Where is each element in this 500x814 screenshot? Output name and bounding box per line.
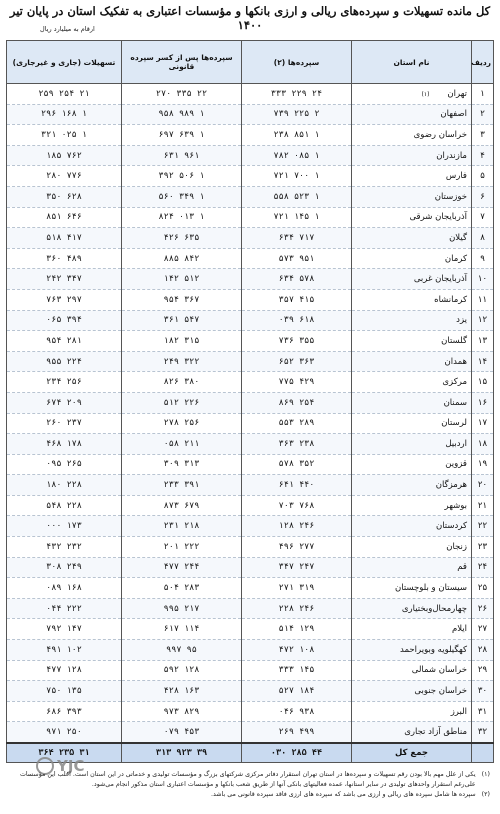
loans-cell: ۱۷۸ ۴۶۸ [7, 434, 122, 455]
deposits-net-cell: ۳۲۲ ۲۴۹ [122, 351, 242, 372]
province-name [352, 186, 472, 207]
province-label: لرستان [441, 418, 467, 429]
table-row [7, 166, 494, 187]
province-label: قم [457, 562, 467, 573]
table-row [7, 537, 494, 558]
row-number: ۶ [472, 186, 494, 207]
row-number: ۲۶ [472, 598, 494, 619]
province-name [352, 660, 472, 681]
province-label: مناطق آزاد تجاری [404, 727, 467, 738]
deposits-net-cell: ۳۹۱ ۲۳۳ [122, 475, 242, 496]
row-number: ۱۵ [472, 372, 494, 393]
table-row [7, 104, 494, 125]
province-label: خوزستان [434, 191, 467, 202]
loans-cell: ۱ ۱۶۸ ۲۹۶ [7, 104, 122, 125]
table-row [7, 557, 494, 578]
row-number: ۳۲ [472, 722, 494, 743]
province-name [352, 392, 472, 413]
row-number: ۳ [472, 125, 494, 146]
province-name [352, 701, 472, 722]
province-name [352, 310, 472, 331]
row-number: ۳۱ [472, 701, 494, 722]
deposits-net-cell: ۳۱۵ ۱۸۲ [122, 331, 242, 352]
table-row [7, 578, 494, 599]
table-row [7, 145, 494, 166]
province-label: خراسان رضوی [413, 129, 467, 140]
deposits-net-cell: ۶۷۹ ۸۷۳ [122, 495, 242, 516]
deposits-cell: ۳۱۹ ۲۷۱ [242, 578, 352, 599]
province-label: گیلان [449, 232, 467, 243]
province-label: کرمان [444, 253, 467, 264]
loans-cell: ۷۶۲ ۱۸۵ [7, 145, 122, 166]
province-label: یزد [456, 315, 467, 326]
deposits-net-cell: ۵۱۲ ۱۴۲ [122, 269, 242, 290]
loans-cell: ۱ ۰۲۵ ۳۲۱ [7, 125, 122, 146]
row-number: ۷ [472, 207, 494, 228]
province-label: کردستان [435, 521, 467, 532]
footnote-mark: (۱) [481, 771, 490, 778]
province-label: خراسان جنوبی [414, 686, 467, 697]
province-name [352, 84, 472, 105]
province-name [352, 454, 472, 475]
deposits-cell: ۲۴۷ ۳۴۷ [242, 557, 352, 578]
table-row [7, 248, 494, 269]
row-number: ۸ [472, 228, 494, 249]
deposits-cell: ۳۵۵ ۷۳۶ [242, 331, 352, 352]
province-label: چهارمحال‌وبختیاری [401, 603, 467, 614]
deposits-cell: ۱ ۰۸۵ ۷۸۲ [242, 145, 352, 166]
province-name [352, 166, 472, 187]
province-name [352, 578, 472, 599]
table-row [7, 269, 494, 290]
row-number: ۳۰ [472, 681, 494, 702]
deposits-cell: ۴۲۹ ۷۷۵ [242, 372, 352, 393]
table-row [7, 186, 494, 207]
province-label: بوشهر [444, 500, 467, 511]
province-name [352, 681, 472, 702]
row-number: ۲۱ [472, 495, 494, 516]
row-number: ۵ [472, 166, 494, 187]
table-row [7, 619, 494, 640]
deposits-net-cell: ۸۲۹ ۹۷۳ [122, 701, 242, 722]
footnote-text: سپرده ها شامل سپرده های ریالی و ارزی می باشد که سپرده های ارزی فاقد سپرده قانونی می باشد. [210, 791, 476, 798]
loans-cell: ۲۲۸ ۵۴۸ [7, 495, 122, 516]
deposits-cell: ۱ ۸۵۱ ۲۳۸ [242, 125, 352, 146]
loans-cell: ۱۳۵ ۷۵۰ [7, 681, 122, 702]
province-name [352, 351, 472, 372]
deposits-cell: ۲۸۹ ۵۵۳ [242, 413, 352, 434]
province-label: آذربایجان غربی [413, 274, 467, 285]
province-name [352, 722, 472, 743]
table-row [7, 660, 494, 681]
province-label: آذربایجان شرقی [409, 212, 467, 223]
province-name [352, 516, 472, 537]
deposits-net-cell: ۲۲۶ ۵۱۲ [122, 392, 242, 413]
province-label: زنجان [446, 541, 467, 552]
province-name [352, 372, 472, 393]
table-row [7, 351, 494, 372]
deposits-cell: ۷۶۸ ۷۰۳ [242, 495, 352, 516]
province-name [352, 145, 472, 166]
footnote-ref: (۱) [421, 90, 430, 98]
loans-cell: ۳۴۷ ۲۴۲ [7, 269, 122, 290]
deposits-cell: ۱۲۹ ۵۱۴ [242, 619, 352, 640]
footnote-mark: (۲) [481, 791, 490, 798]
total-deposits-net: ۳۹ ۹۲۳ ۳۱۳ [122, 743, 242, 763]
province-name [352, 640, 472, 661]
deposits-net-cell: ۱ ۶۳۹ ۶۹۷ [122, 125, 242, 146]
deposits-net-cell: ۸۴۲ ۸۸۵ [122, 248, 242, 269]
loans-cell: ۲۸۱ ۹۵۴ [7, 331, 122, 352]
deposits-net-cell: ۲۲ ۳۳۵ ۲۷۰ [122, 84, 242, 105]
province-name [352, 125, 472, 146]
row-number: ۲۳ [472, 537, 494, 558]
deposits-net-cell: ۶۳۵ ۴۲۶ [122, 228, 242, 249]
province-label: مازندران [436, 150, 467, 161]
deposits-net-cell: ۲۱۷ ۹۹۵ [122, 598, 242, 619]
row-number: ۲۲ [472, 516, 494, 537]
province-label: کهگیلویه وبویراحمد [400, 644, 467, 655]
watermark-text: YJC [57, 757, 85, 775]
province-label: هرمزگان [435, 480, 467, 491]
loans-cell: ۶۴۶ ۸۵۱ [7, 207, 122, 228]
deposits-net-cell: ۳۱۳ ۳۰۹ [122, 454, 242, 475]
deposits-net-cell: ۲۴۴ ۴۷۷ [122, 557, 242, 578]
total-label: جمع کل [352, 743, 472, 763]
loans-cell: ۲۶۵ ۰۹۵ [7, 454, 122, 475]
province-name [352, 207, 472, 228]
deposits-cell: ۳۶۳ ۶۵۲ [242, 351, 352, 372]
table-row [7, 392, 494, 413]
row-number: ۱۷ [472, 413, 494, 434]
loans-cell: ۲۱ ۲۵۴ ۲۵۹ [7, 84, 122, 105]
footnotes [10, 770, 490, 800]
header-deposits-net: سپرده‌ها پس از کسر سپرده قانونی [122, 41, 242, 84]
deposits-cell: ۲۴ ۲۲۹ ۳۳۳ [242, 84, 352, 105]
deposits-net-cell: ۱۱۴ ۶۱۷ [122, 619, 242, 640]
deposits-net-cell: ۲۱۱ ۰۵۸ [122, 434, 242, 455]
province-name [352, 619, 472, 640]
deposits-cell: ۹۳۸ ۰۴۶ [242, 701, 352, 722]
row-number: ۲۴ [472, 557, 494, 578]
header-province: نام استان [352, 41, 472, 84]
table-row [7, 681, 494, 702]
deposits-cell: ۱ ۱۴۵ ۷۲۱ [242, 207, 352, 228]
deposits-cell: ۶۱۸ ۰۳۹ [242, 310, 352, 331]
deposits-cell: ۲۷۷ ۴۹۶ [242, 537, 352, 558]
total-deposits: ۴۴ ۲۸۵ ۰۳۰ [242, 743, 352, 763]
loans-cell: ۱۷۳ ۰۰۰ [7, 516, 122, 537]
deposits-net-cell: ۵۴۷ ۳۶۱ [122, 310, 242, 331]
loans-cell: ۳۹۳ ۶۸۶ [7, 701, 122, 722]
province-name [352, 104, 472, 125]
deposits-cell: ۱۴۵ ۳۳۳ [242, 660, 352, 681]
table-row [7, 289, 494, 310]
deposits-cell: ۱۰۸ ۴۷۲ [242, 640, 352, 661]
row-number: ۲۵ [472, 578, 494, 599]
footnote-2 [10, 790, 490, 800]
table-row [7, 495, 494, 516]
header-no: ردیف [472, 41, 494, 84]
footnote-1 [10, 770, 490, 790]
deposits-cell: ۲۳۸ ۳۶۳ [242, 434, 352, 455]
province-label: قزوین [445, 459, 467, 470]
loans-cell: ۱۲۸ ۴۷۷ [7, 660, 122, 681]
deposits-cell: ۴۱۵ ۳۵۷ [242, 289, 352, 310]
row-number: ۱۹ [472, 454, 494, 475]
row-number: ۱۴ [472, 351, 494, 372]
loans-cell: ۲۰۹ ۶۷۴ [7, 392, 122, 413]
deposits-net-cell: ۱ ۰۱۳ ۸۲۴ [122, 207, 242, 228]
deposits-cell: ۳۵۲ ۵۷۸ [242, 454, 352, 475]
table-row [7, 228, 494, 249]
province-name [352, 495, 472, 516]
row-number: ۲۸ [472, 640, 494, 661]
table-row [7, 331, 494, 352]
province-label: سمنان [443, 397, 467, 408]
row-number: ۱۳ [472, 331, 494, 352]
deposits-net-cell: ۱ ۵۰۶ ۳۹۲ [122, 166, 242, 187]
deposits-net-cell: ۲۲۲ ۲۰۱ [122, 537, 242, 558]
deposits-net-cell: ۳۸۰ ۸۲۶ [122, 372, 242, 393]
row-number: ۱۲ [472, 310, 494, 331]
province-name [352, 248, 472, 269]
table-row [7, 516, 494, 537]
province-name [352, 434, 472, 455]
province-label: همدان [444, 356, 467, 367]
row-number: ۲۷ [472, 619, 494, 640]
province-name [352, 413, 472, 434]
loans-cell: ۷۷۶ ۲۸۰ [7, 166, 122, 187]
province-label: مرکزی [442, 377, 467, 388]
province-name [352, 475, 472, 496]
loans-cell: ۲۵۰ ۹۷۱ [7, 722, 122, 743]
row-number: ۱۱ [472, 289, 494, 310]
loans-cell: ۲۹۷ ۷۶۳ [7, 289, 122, 310]
province-label: اصفهان [440, 109, 467, 120]
row-number: ۴ [472, 145, 494, 166]
unit-note: ارقام به میلیارد ریال [40, 25, 95, 33]
table-row [7, 207, 494, 228]
table-row [7, 84, 494, 105]
province-label: خراسان شمالی [411, 665, 467, 676]
province-label: کرمانشاه [434, 294, 467, 305]
deposits-cell: ۲۵۴ ۸۶۹ [242, 392, 352, 413]
table-row [7, 475, 494, 496]
deposits-net-cell: ۴۵۳ ۰۷۹ [122, 722, 242, 743]
province-name [352, 331, 472, 352]
deposits-net-cell: ۲۱۸ ۲۳۱ [122, 516, 242, 537]
deposits-cell: ۲ ۲۲۵ ۷۳۹ [242, 104, 352, 125]
deposits-net-cell: ۹۶۱ ۶۳۱ [122, 145, 242, 166]
table-row [7, 722, 494, 743]
loans-cell: ۱۰۲ ۴۹۱ [7, 640, 122, 661]
province-table [6, 40, 494, 763]
deposits-cell: ۲۴۶ ۱۲۸ [242, 516, 352, 537]
province-name [352, 269, 472, 290]
loans-cell: ۲۵۶ ۲۳۴ [7, 372, 122, 393]
deposits-net-cell: ۳۶۷ ۹۵۴ [122, 289, 242, 310]
deposits-cell: ۹۵۱ ۵۷۳ [242, 248, 352, 269]
loans-cell: ۶۲۸ ۳۵۰ [7, 186, 122, 207]
province-label: ایلام [451, 624, 467, 635]
row-number: ۲ [472, 104, 494, 125]
row-number: ۱۶ [472, 392, 494, 413]
province-label: گلستان [441, 335, 467, 346]
table-row [7, 640, 494, 661]
deposits-cell: ۴۴۰ ۶۴۱ [242, 475, 352, 496]
table-row [7, 125, 494, 146]
province-name [352, 537, 472, 558]
deposits-net-cell: ۲۵۶ ۲۷۸ [122, 413, 242, 434]
footnote-text: یکی از علل مهم بالا بودن رقم تسهیلات و سپرده‌ها در استان تهران استقرار دفاتر مرکزی شرکتهای بزرگ و مؤسسات تولیدی و خدماتی در این استان است. اغلب این مؤسسات علی‌رغم استقرار واحدهای تولیدی در سایر استانها، عمده فعالیتهای بانکی آنها از طریق شعب بانکها و مؤسسات اعتباری استان مذکور انجام می‌شود. [19, 771, 476, 788]
row-number: ۱۰ [472, 269, 494, 290]
page-title: کل مانده تسهیلات و سپرده‌های ریالی و ارزی بانکها و مؤسسات اعتباری به تفکیک استان در پایان تیر ۱۴۰۰ [9, 4, 491, 32]
province-name [352, 557, 472, 578]
province-label: تهران [447, 88, 467, 99]
loans-cell: ۲۳۲ ۴۳۲ [7, 537, 122, 558]
loans-cell: ۲۲۴ ۹۵۵ [7, 351, 122, 372]
deposits-net-cell: ۱ ۳۴۹ ۵۶۰ [122, 186, 242, 207]
total-loans: ۳۱ ۲۳۵ ۳۶۴ [7, 743, 122, 763]
loans-cell: ۴۸۹ ۳۶۰ [7, 248, 122, 269]
deposits-net-cell: ۱۲۸ ۵۹۲ [122, 660, 242, 681]
deposits-net-cell: ۱۶۳ ۴۲۸ [122, 681, 242, 702]
header-deposits: سپرده‌ها (۲) [242, 41, 352, 84]
header-row [7, 41, 494, 84]
row-number: ۱۸ [472, 434, 494, 455]
row-number: ۹ [472, 248, 494, 269]
loans-cell: ۳۹۴ ۰۶۵ [7, 310, 122, 331]
province-label: البرز [450, 706, 467, 717]
table-row [7, 598, 494, 619]
province-name [352, 598, 472, 619]
loans-cell: ۴۱۷ ۵۱۸ [7, 228, 122, 249]
loans-cell: ۲۲۲ ۰۴۴ [7, 598, 122, 619]
row-number: ۱ [472, 84, 494, 105]
loans-cell: ۲۲۸ ۱۸۰ [7, 475, 122, 496]
row-number: ۲۰ [472, 475, 494, 496]
deposits-cell: ۱۸۴ ۵۲۷ [242, 681, 352, 702]
deposits-net-cell: ۱ ۹۸۹ ۹۵۸ [122, 104, 242, 125]
deposits-cell: ۲۴۶ ۲۲۸ [242, 598, 352, 619]
deposits-net-cell: ۲۸۳ ۵۰۴ [122, 578, 242, 599]
table-row [7, 413, 494, 434]
table-row [7, 310, 494, 331]
header-loans: تسهیلات (جاری و غیرجاری) [7, 41, 122, 84]
loans-cell: ۱۶۸ ۰۸۹ [7, 578, 122, 599]
province-label: فارس [445, 171, 467, 182]
province-name [352, 228, 472, 249]
deposits-cell: ۱ ۷۰۰ ۷۲۱ [242, 166, 352, 187]
province-name [352, 289, 472, 310]
table-row [7, 701, 494, 722]
province-label: اردبیل [445, 438, 467, 449]
deposits-cell: ۵۷۸ ۶۳۴ [242, 269, 352, 290]
row-number: ۲۹ [472, 660, 494, 681]
total-no-cell [472, 743, 494, 763]
province-label: سیستان و بلوچستان [395, 583, 467, 594]
table-row [7, 434, 494, 455]
loans-cell: ۲۳۷ ۲۶۰ [7, 413, 122, 434]
table-row [7, 372, 494, 393]
table-row [7, 454, 494, 475]
deposits-net-cell: ۹۵ ۹۹۷ [122, 640, 242, 661]
deposits-cell: ۴۹۹ ۲۶۹ [242, 722, 352, 743]
loans-cell: ۱۴۷ ۷۹۲ [7, 619, 122, 640]
deposits-cell: ۷۱۷ ۶۳۴ [242, 228, 352, 249]
deposits-cell: ۱ ۵۲۳ ۵۵۸ [242, 186, 352, 207]
loans-cell: ۲۴۹ ۳۰۸ [7, 557, 122, 578]
